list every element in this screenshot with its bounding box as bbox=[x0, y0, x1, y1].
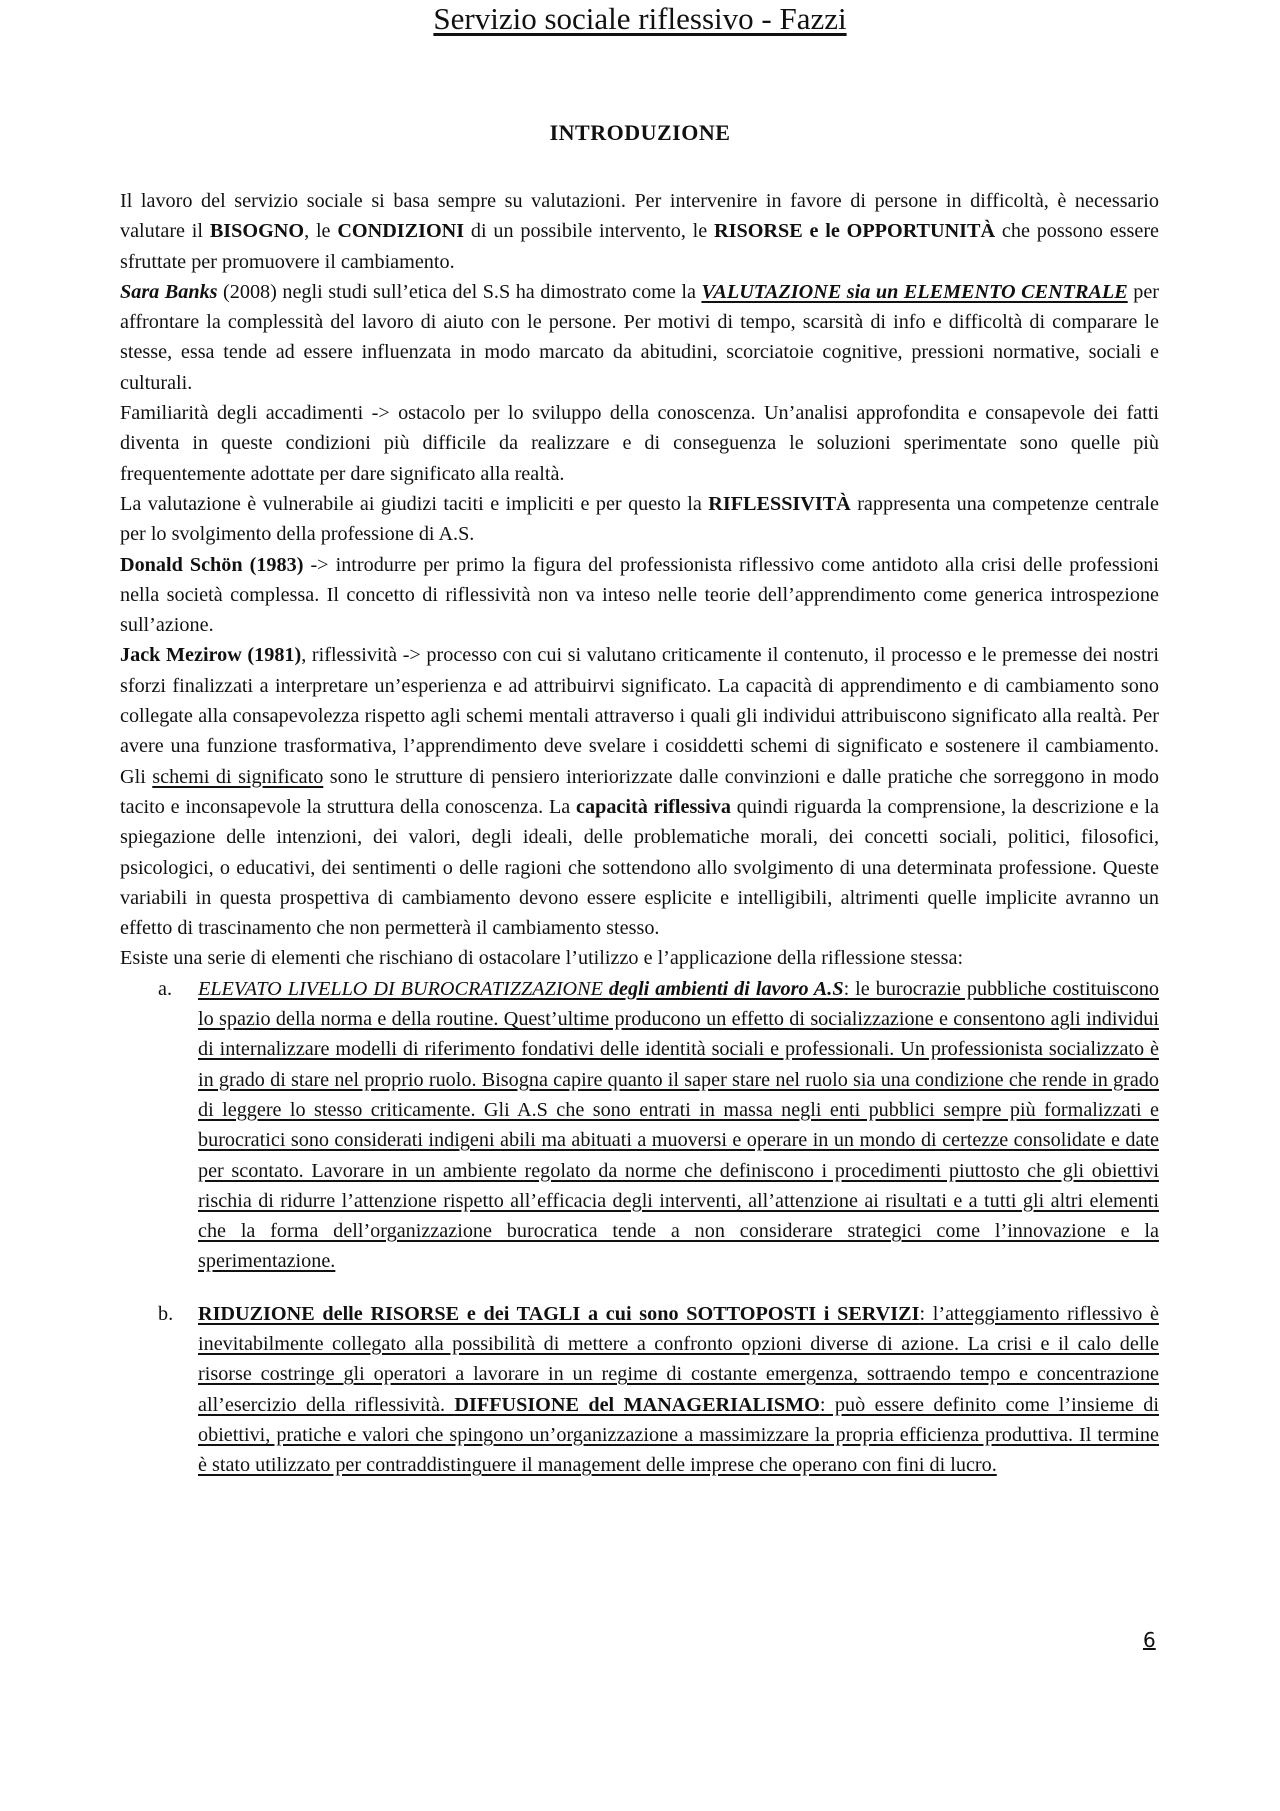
author-mezirow: Jack Mezirow (1981) bbox=[120, 644, 302, 667]
highlight-valutazione: VALUTAZIONE sia un ELEMENTO CENTRALE bbox=[701, 280, 1128, 303]
term-schemi-di-significato: schemi di significato bbox=[152, 765, 324, 788]
paragraph-elementi: Esiste una serie di elementi che rischiano di ostacolare l’utilizzo e l’applicazione della riflessione stessa: bbox=[120, 947, 964, 970]
keyword-condizioni: CONDIZIONI bbox=[337, 220, 465, 243]
keyword-bisogno: BISOGNO bbox=[209, 220, 305, 243]
page-number: 6 bbox=[1143, 1628, 1156, 1652]
list-item-riduzione-risorse: b. RIDUZIONE delle RISORSE e dei TAGLI a cui sono SOTTOPOSTI i SERVIZI: l’atteggiamento riflessivo è inevitabilmente collegato alla possibilità di mettere a confronto opzioni diverse di azione. La crisi e il calo delle risorse costringe gli operatori a lavorare in un regime di costante emergenza, sottraendo tempo e concentrazione all’esercizio della riflessività. DIFFUSIONE del MANAGERIALISMO: può essere definito come l’insieme di obiettivi, pratiche e valori che spingono un’organizzazione a massimizzare la propria efficienza produttiva. Il termine è stato utilizzato per contraddistinguere il management delle imprese che operano con fini di lucro. bbox=[120, 1299, 1159, 1481]
keyword-riflessivita: RIFLESSIVITÀ bbox=[708, 492, 851, 515]
paragraph-sara-banks: Sara Banks (2008) negli studi sull’etica del S.S ha dimostrato come la VALUTAZIONE sia un ELEMENTO CENTRALE per affrontare la complessità del lavoro di aiuto con le persone. Per motivi di tempo, scarsità di info e difficoltà di comparare le stesse, essa tende ad essere influenzata in modo marcato da abitudini, scorciatoie cognitive, pressioni normative, sociali e culturali. bbox=[120, 280, 1160, 394]
paragraph-schon: Donald Schön (1983) -> introdurre per primo la figura del professionista riflessivo come antidoto alla crisi delle professioni nella società complessa. Il concetto di riflessività non va inteso nelle teorie dell’apprendimento come generica introspezione sull’azione. bbox=[120, 553, 1159, 637]
paragraph-riflessivita: La valutazione è vulnerabile ai giudizi taciti e impliciti e per questo la RIFLESSIVITÀ rappresenta una competenze centrale per lo svolgimento della professione di A.S. bbox=[120, 492, 1159, 546]
body-text bbox=[120, 186, 1159, 1480]
heading-riduzione-risorse: RIDUZIONE delle RISORSE e dei TAGLI a cui sono SOTTOPOSTI i SERVIZI bbox=[198, 1302, 920, 1325]
heading-ambienti-lavoro: degli ambienti di lavoro A.S bbox=[608, 977, 844, 1000]
list-marker-a: a. bbox=[158, 977, 173, 1000]
running-header bbox=[0, 0, 1280, 38]
paragraph-familiarita: Familiarità degli accadimenti -> ostacolo per lo sviluppo della conoscenza. Un’analisi approfondita e consapevole dei fatti diventa in queste condizioni più difficile da realizzare e di conseguenza le soluzioni sperimentate sono quelle più frequentemente adottate per dare significato alla realtà. bbox=[120, 402, 1159, 485]
keyword-capacita-riflessiva: capacità riflessiva bbox=[576, 795, 731, 818]
heading-burocratizzazione: ELEVATO LIVELLO DI BUROCRATIZZAZIONE bbox=[198, 977, 603, 1000]
paragraph-mezirow: Jack Mezirow (1981), riflessività -> processo con cui si valutano criticamente il contenuto, il processo e le premesse dei nostri sforzi finalizzati a interpretare un’esperienza e ad attribuirvi significato. La capacità di apprendimento e di cambiamento sono collegate alla consapevolezza rispetto agli schemi mentali attraverso i quali gli individui attribuiscono significato alla realtà. Per avere una funzione trasformativa, l’apprendimento deve svelare i cosiddetti schemi di significato e sostenere il cambiamento. Gli schemi di significato sono le strutture di pensiero interiorizzate dalle convinzioni e dalle pratiche che sorreggono in modo tacito e inconsapevole la struttura della conoscenza. La capacità riflessiva quindi riguarda la comprensione, la descrizione e la spiegazione delle intenzioni, dei valori, degli ideali, delle problematiche morali, dei concetti sociali, politici, filosofici, psicologici, o educativi, dei sentimenti o delle ragioni che sottendono allo svolgimento di una determinata professione. Queste variabili in questa prospettiva di cambiamento devono essere esplicite e intelligibili, altrimenti quelle implicite avranno un effetto di trascinamento che non permetterà il cambiamento stesso. bbox=[120, 644, 1160, 940]
list-item-burocratizzazione: a. ELEVATO LIVELLO DI BUROCRATIZZAZIONE degli ambienti di lavoro A.S: le burocrazie pubbliche costituiscono lo spazio della norma e della routine. Quest’ultime producono un effetto di socializzazione e consentono agli individui di internalizzare modelli di riferimento fondativi delle identità sociali e professionali. Un professionista socializzato è in grado di stare nel proprio ruolo. Bisogna capire quanto il saper stare nel ruolo sia una condizione che rende in grado di leggere lo stesso criticamente. Gli A.S che sono entrati in massa negli enti pubblici sempre più formalizzati e burocratici sono considerati indigeni abili ma abituati a muoversi e operare in un mondo di certezze consolidate e date per scontato. Lavorare in un ambiente regolato da norme che definiscono i procedimenti piuttosto che gli obiettivi rischia di ridurre l’attenzione rispetto all’efficacia degli interventi, all’attenzione ai risultati e a tutti gli altri elementi che la forma dell’organizzazione burocratica tende a non considerare strategici come l’innovazione e la sperimentazione. bbox=[120, 974, 1159, 1277]
author-schon: Donald Schön (1983) bbox=[120, 553, 304, 576]
list-marker-b: b. bbox=[158, 1302, 174, 1325]
author-sara-banks: Sara Banks bbox=[120, 280, 218, 303]
section-title: INTRODUZIONE bbox=[549, 120, 731, 145]
keyword-risorse: RISORSE e le OPPORTUNITÀ bbox=[714, 220, 996, 243]
paragraph-valutazioni: Il lavoro del servizio sociale si basa sempre su valutazioni. Per intervenire in favore di persone in difficoltà, è necessario valutare il BISOGNO, le CONDIZIONI di un possibile intervento, le RISORSE e le OPPORTUNITÀ che possono essere sfruttate per promuovere il cambiamento. bbox=[120, 190, 1160, 273]
obstacles-list bbox=[120, 974, 1159, 1481]
header-title: Servizio sociale riflessivo - Fazzi bbox=[433, 1, 847, 36]
heading-managerialismo: DIFFUSIONE del MANAGERIALISMO bbox=[454, 1393, 820, 1416]
